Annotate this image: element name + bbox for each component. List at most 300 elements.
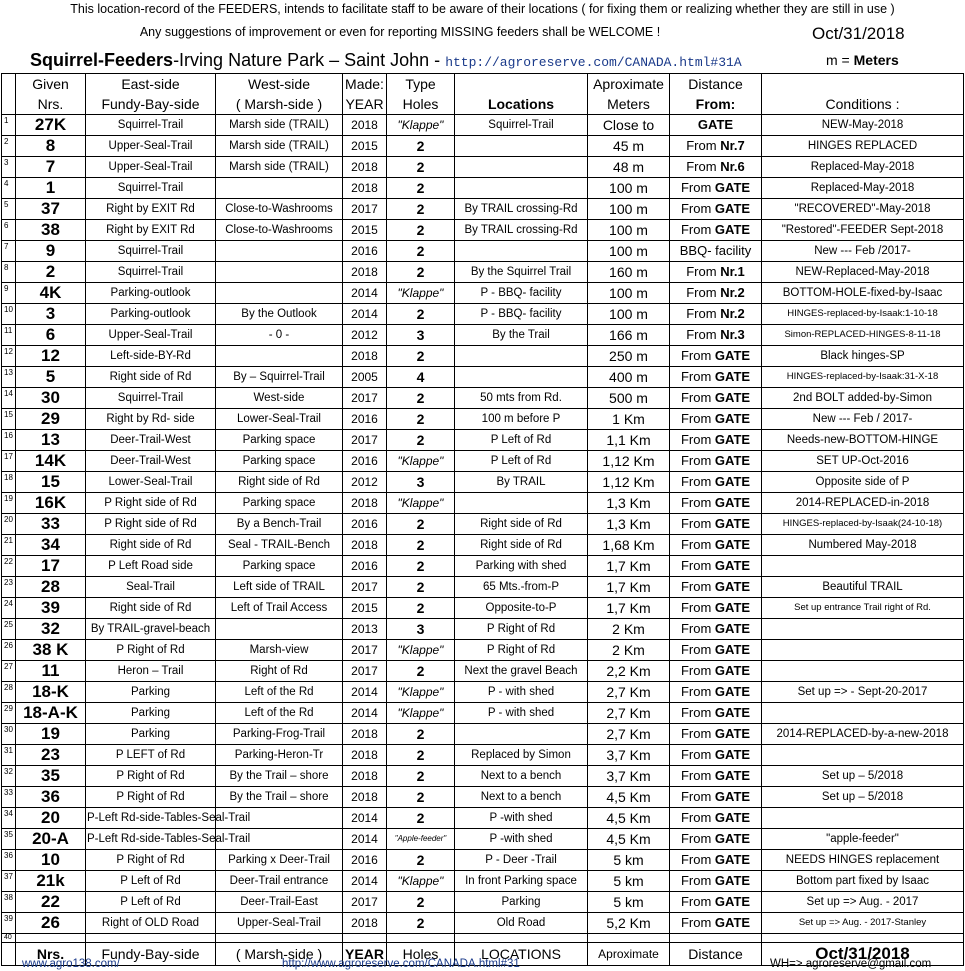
distance-from [670,682,762,703]
east-side: Upper-Seal-Trail [86,157,216,178]
table-row [2,157,964,178]
approx-meters: 2 Km [588,640,670,661]
from-reference: GATE [714,894,751,909]
type-holes: 2 [387,409,455,430]
type-holes: 2 [387,199,455,220]
condition: Set up entrance Trail right of Rd. [762,598,964,619]
distance-from [670,493,762,514]
table-row [2,577,964,598]
row-index: 14 [2,388,16,409]
row-index: 2 [2,136,16,157]
type-holes: "Klappe" [387,283,455,304]
from-label: From [686,138,717,153]
from-label: From [680,684,712,699]
footer-empty [2,943,16,966]
from-reference: GATE [714,348,751,363]
west-side: Lower-Seal-Trail [216,409,343,430]
approx-meters: 1,3 Km [588,493,670,514]
east-side: Squirrel-Trail [86,178,216,199]
from-reference: GATE [714,873,751,888]
row-index: 3 [2,157,16,178]
approx-meters: 1,12 Km [588,451,670,472]
type-holes: 2 [387,430,455,451]
year-made: 2015 [343,220,387,241]
west-side [216,346,343,367]
location: P - BBQ- facility [455,283,588,304]
location: By TRAIL crossing-Rd [455,199,588,220]
type-holes: "Klappe" [387,682,455,703]
feeder-number: 18-K [16,682,86,703]
west-side: Upper-Seal-Trail [216,913,343,934]
feeder-number: 8 [16,136,86,157]
east-side: P Right side of Rd [86,514,216,535]
type-holes: 2 [387,661,455,682]
east-side: By TRAIL-gravel-beach [86,619,216,640]
east-side: Parking [86,724,216,745]
from-reference: GATE [714,558,751,573]
year-made: 2018 [343,724,387,745]
table-row [2,787,964,808]
west-side [216,262,343,283]
east-side: Seal-Trail [86,577,216,598]
condition: Set up – 5/2018 [762,766,964,787]
type-holes: 2 [387,850,455,871]
distance-from [670,430,762,451]
location: P Left of Rd [455,430,588,451]
from-label: From [680,642,712,657]
west-side: Parking space [216,451,343,472]
location: 50 mts from Rd. [455,388,588,409]
approx-meters: 2 Km [588,619,670,640]
from-reference: GATE [714,579,751,594]
distance-from [670,199,762,220]
record-date: Oct/31/2018 [812,24,905,43]
location: Parking [455,892,588,913]
distance-from [670,241,762,262]
condition: HINGES-replaced-by-Isaak:1-10-18 [762,304,964,325]
feeder-number: 39 [16,598,86,619]
year-made: 2018 [343,346,387,367]
row-index: 13 [2,367,16,388]
row-index: 36 [2,850,16,871]
type-holes: 2 [387,220,455,241]
from-label: From [680,831,712,846]
year-made: 2016 [343,850,387,871]
east-side: Right of OLD Road [86,913,216,934]
feeder-number: 32 [16,619,86,640]
table-row [2,283,964,304]
condition: NEEDS HINGES replacement [762,850,964,871]
condition: Replaced-May-2018 [762,157,964,178]
table-row [2,619,964,640]
condition: HINGES-replaced-by-Isaak(24-10-18) [762,514,964,535]
table-row [2,829,964,850]
row-index: 33 [2,787,16,808]
type-holes: 2 [387,514,455,535]
west-side: Right of Rd [216,661,343,682]
approx-meters: 4,5 Km [588,808,670,829]
row-index: 11 [2,325,16,346]
approx-meters: 250 m [588,346,670,367]
type-holes: "Klappe" [387,640,455,661]
year-made: 2017 [343,430,387,451]
distance-from [670,535,762,556]
feeder-number: 1 [16,178,86,199]
from-reference: GATE [714,201,751,216]
from-reference: GATE [714,705,751,720]
year-made: 2005 [343,367,387,388]
east-side: Heron – Trail [86,661,216,682]
intro-line-1: This location-record of the FEEDERS, intends to facilitate staff to be aware of their locations ( for fixing them or realizing whether they are still in use ) [70,2,895,16]
row-index: 12 [2,346,16,367]
type-holes: 2 [387,913,455,934]
empty-cell [588,934,670,943]
footer-contact: WH=> agroreserve@gmail.com [770,958,932,970]
row-index: 7 [2,241,16,262]
from-label: From [680,600,712,615]
table-row [2,220,964,241]
from-reference: Nr.2 [720,285,745,300]
from-reference: GATE [714,222,751,237]
year-made: 2014 [343,682,387,703]
feeder-number: 28 [16,577,86,598]
east-side: Parking-outlook [86,304,216,325]
year-made: 2013 [343,619,387,640]
feeder-number: 7 [16,157,86,178]
location: P Right of Rd [455,640,588,661]
table-row [2,556,964,577]
east-side: P-Left Rd-side-Tables-Seal-Trail [86,808,216,829]
condition: Needs-new-BOTTOM-HINGE [762,430,964,451]
feeder-number: 2 [16,262,86,283]
approx-meters: 3,7 Km [588,745,670,766]
location [455,346,588,367]
west-side: Parking space [216,493,343,514]
condition: 2014-REPLACED-in-2018 [762,493,964,514]
feeder-number: 20 [16,808,86,829]
from-reference: Nr.7 [720,138,745,153]
location: Squirrel-Trail [455,115,588,136]
condition: "Restored"-FEEDER Sept-2018 [762,220,964,241]
feeder-number: 6 [16,325,86,346]
east-side: P LEFT of Rd [86,745,216,766]
from-label: From [680,558,712,573]
distance-from [670,157,762,178]
table-row [2,199,964,220]
location: Replaced by Simon [455,745,588,766]
feeder-number: 9 [16,241,86,262]
west-side: By a Bench-Trail [216,514,343,535]
year-made: 2017 [343,892,387,913]
condition: Set up => Aug. - 2017-Stanley [762,913,964,934]
east-side: P Left of Rd [86,892,216,913]
table-row [2,472,964,493]
west-side: Left side of TRAIL [216,577,343,598]
table-row [2,178,964,199]
type-holes: 2 [387,304,455,325]
from-reference: GATE [697,117,734,132]
table-row [2,136,964,157]
west-side: - 0 - [216,325,343,346]
from-label: From [680,411,712,426]
west-side: Deer-Trail-East [216,892,343,913]
distance-from [670,346,762,367]
from-label: From [680,495,712,510]
approx-meters: 5,2 Km [588,913,670,934]
from-reference: GATE [714,600,751,615]
type-holes: 2 [387,241,455,262]
table-row [2,262,964,283]
location: 100 m before P [455,409,588,430]
approx-meters: 4,5 Km [588,829,670,850]
from-label: From [680,390,712,405]
type-holes: 2 [387,787,455,808]
west-side: Marsh side (TRAIL) [216,136,343,157]
from-label: From [686,285,717,300]
east-side: Right side of Rd [86,598,216,619]
condition: Set up => Aug. - 2017 [762,892,964,913]
east-side: P Right of Rd [86,640,216,661]
year-made: 2018 [343,913,387,934]
east-side: Right by EXIT Rd [86,220,216,241]
feeder-number: 13 [16,430,86,451]
west-side: By the Trail – shore [216,766,343,787]
table-row [2,850,964,871]
feeder-number: 4K [16,283,86,304]
approx-meters: 500 m [588,388,670,409]
distance-from [670,598,762,619]
type-holes: "Klappe" [387,871,455,892]
year-made: 2018 [343,115,387,136]
from-reference: Nr.1 [720,264,745,279]
from-reference: GATE [714,789,751,804]
row-index: 19 [2,493,16,514]
year-made: 2018 [343,787,387,808]
condition [762,556,964,577]
feeder-number: 35 [16,766,86,787]
feeder-number: 38 K [16,640,86,661]
feeder-number: 37 [16,199,86,220]
from-label: From [680,453,712,468]
condition: Replaced-May-2018 [762,178,964,199]
header-row-2: Nrs. Fundy-Bay-side ( Marsh-side ) YEAR Holes Locations Meters From: Conditions : [2,94,964,115]
empty-cell [16,934,86,943]
feeder-number: 29 [16,409,86,430]
from-label: From [686,159,717,174]
type-holes: 2 [387,346,455,367]
east-side: P Left of Rd [86,871,216,892]
table-row [2,388,964,409]
table-row [2,598,964,619]
distance-from [670,556,762,577]
approx-meters: 1,1 Km [588,430,670,451]
from-label: From [686,306,717,321]
west-side: Right side of Rd [216,472,343,493]
location: In front Parking space [455,871,588,892]
row-index: 6 [2,220,16,241]
condition: Beautiful TRAIL [762,577,964,598]
from-reference: GATE [714,726,751,741]
east-side: Right by Rd- side [86,409,216,430]
approx-meters: 100 m [588,220,670,241]
condition: 2014-REPLACED-by-a-new-2018 [762,724,964,745]
west-side: Marsh-view [216,640,343,661]
feeder-table [1,73,964,966]
location: Parking with shed [455,556,588,577]
type-holes: "Klappe" [387,703,455,724]
location: P -with shed [455,829,588,850]
from-reference: GATE [714,747,751,762]
row-index: 38 [2,892,16,913]
approx-meters: 5 km [588,892,670,913]
year-made: 2014 [343,304,387,325]
footer-cell: Holes [387,943,455,966]
from-reference: GATE [714,453,751,468]
table-row [2,325,964,346]
distance-from [670,640,762,661]
row-index: 28 [2,682,16,703]
feeder-number: 21k [16,871,86,892]
from-reference: Nr.2 [720,306,745,321]
distance-from [670,178,762,199]
type-holes: 2 [387,724,455,745]
from-reference: GATE [714,768,751,783]
year-made: 2018 [343,766,387,787]
row-index: 18 [2,472,16,493]
from-label: From [680,663,712,678]
from-reference: GATE [714,180,751,195]
condition [762,745,964,766]
distance-from [670,409,762,430]
header-row-1: Given East-side West-side Made: Type Aproximate Distance [2,74,964,95]
distance-from [670,703,762,724]
year-made: 2016 [343,451,387,472]
approx-meters: 100 m [588,178,670,199]
east-side: Left-side-BY-Rd [86,346,216,367]
from-reference: GATE [714,474,751,489]
east-side: Right side of Rd [86,367,216,388]
table-row [2,115,964,136]
east-side: Squirrel-Trail [86,241,216,262]
east-side: P Left Road side [86,556,216,577]
footer-cell: ( Marsh-side ) [216,943,343,966]
condition [762,640,964,661]
west-side: Left of the Rd [216,682,343,703]
distance-from [670,514,762,535]
type-holes: 2 [387,766,455,787]
empty-cell [455,934,588,943]
feeder-number: 26 [16,913,86,934]
row-index: 15 [2,409,16,430]
condition: NEW-May-2018 [762,115,964,136]
west-side: Seal - TRAIL-Bench [216,535,343,556]
west-side: Marsh side (TRAIL) [216,157,343,178]
from-label: From [680,201,712,216]
east-side: Deer-Trail-West [86,430,216,451]
type-holes: 2 [387,808,455,829]
row-index: 39 [2,913,16,934]
row-index: 17 [2,451,16,472]
condition: SET UP-Oct-2016 [762,451,964,472]
west-side: Parking space [216,556,343,577]
location [455,367,588,388]
condition: New --- Feb / 2017- [762,409,964,430]
from-reference: GATE [714,831,751,846]
from-reference: GATE [714,411,751,426]
table-row [2,367,964,388]
footer-link-center[interactable]: http://www.agroreserve.com/CANADA.html#31 [282,958,520,970]
west-side: By the Trail – shore [216,787,343,808]
west-side: Parking space [216,430,343,451]
feeder-number: 22 [16,892,86,913]
table-row [2,514,964,535]
footer-link-left[interactable]: www.agro138.com/ [22,958,120,970]
row-index: 9 [2,283,16,304]
west-side: By the Outlook [216,304,343,325]
year-made: 2018 [343,178,387,199]
west-side [216,178,343,199]
condition: "apple-feeder" [762,829,964,850]
table-row [2,535,964,556]
type-holes: 2 [387,535,455,556]
table-row [2,304,964,325]
approx-meters: 100 m [588,304,670,325]
approx-meters: 2,7 Km [588,703,670,724]
distance-from [670,871,762,892]
east-side: P Right of Rd [86,766,216,787]
row-index: 16 [2,430,16,451]
from-label: From [686,264,717,279]
from-label: From [680,768,712,783]
empty-cell [216,934,343,943]
feeder-number: 30 [16,388,86,409]
row-index: 21 [2,535,16,556]
approx-meters: 2,7 Km [588,682,670,703]
type-holes: 2 [387,892,455,913]
east-side: Parking-outlook [86,283,216,304]
units-legend: m = Meters [826,52,899,68]
east-side: P-Left Rd-side-Tables-Seal-Trail [86,829,216,850]
condition: HINGES-replaced-by-Isaak:31-X-18 [762,367,964,388]
table-row [2,682,964,703]
approx-meters: 4,5 Km [588,787,670,808]
location: Right side of Rd [455,514,588,535]
east-side: P Right of Rd [86,787,216,808]
year-made: 2015 [343,598,387,619]
feeder-number: 12 [16,346,86,367]
row-index: 26 [2,640,16,661]
location: Right side of Rd [455,535,588,556]
east-side: Parking [86,703,216,724]
year-made: 2017 [343,388,387,409]
condition: Opposite side of P [762,472,964,493]
location: P - with shed [455,703,588,724]
from-reference: Nr.3 [720,327,745,342]
condition: Black hinges-SP [762,346,964,367]
feeder-number: 3 [16,304,86,325]
location: P Left of Rd [455,451,588,472]
feeder-number: 16K [16,493,86,514]
title-url-link[interactable]: http://agroreserve.com/CANADA.html#31A [445,55,742,70]
from-label: From [680,747,712,762]
row-index: 31 [2,745,16,766]
distance-from [670,724,762,745]
feeder-number: 38 [16,220,86,241]
from-reference: GATE [714,516,751,531]
condition: Set up => - Sept-20-2017 [762,682,964,703]
year-made: 2018 [343,262,387,283]
condition: "RECOVERED"-May-2018 [762,199,964,220]
